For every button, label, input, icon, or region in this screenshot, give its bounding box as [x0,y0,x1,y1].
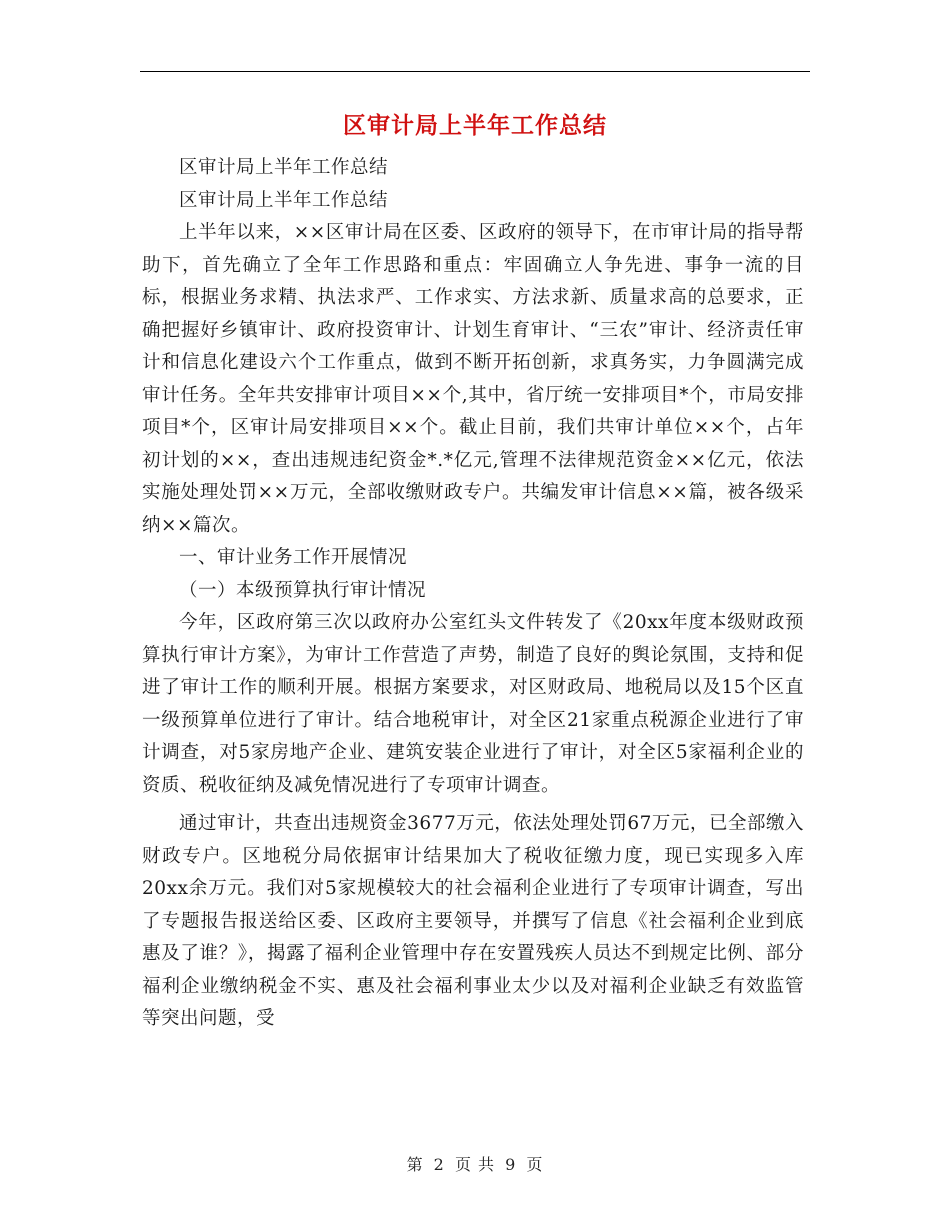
header-rule [140,71,810,72]
body-paragraph: 今年，区政府第三次以政府办公室红头文件转发了《20xx年度本级财政预算执行审计方案》，为审计工作营造了声势，制造了良好的舆论氛围，支持和促进了审计工作的顺利开展。根据方案要求，对区财政局、地税局以及15个区直一级预算单位进行了审计。结合地税审计，对全区21家重点税源企业进行了审计调查，对5家房地产企业、建筑安装企业进行了审计，对全区5家福利企业的资质、税收征纳及减免情况进行了专项审计调查。 [142,612,804,796]
footer-suffix: 页 [526,1155,544,1174]
page-footer [0,1152,950,1175]
document-body [142,152,804,1036]
body-paragraph: 上半年以来，××区审计局在区委、区政府的领导下，在市审计局的指导帮助下，首先确立了全年工作思路和重点：牢固确立人争先进、事争一流的目标，根据业务求精、执法求严、工作求实、方法求新、质量求高的总要求，正确把握好乡镇审计、政府投资审计、计划生育审计、“三农”审计、经济责任审计和信息化建设六个工作重点，做到不断开拓创新，求真务实，力争圆满完成审计任务。全年共安排审计项目××个,其中，省厅统一安排项目*个，市局安排项目*个，区审计局安排项目××个。截止目前，我们共审计单位××个，占年初计划的××，查出违规违纪资金*.*亿元,管理不法律规范资金××亿元，依法实施处理处罚××万元，全部收缴财政专户。共编发审计信息××篇，被各级采纳××篇次。 [142,222,804,536]
footer-total-pages: 9 [505,1155,517,1174]
subsection-heading: （一）本级预算执行审计情况 [179,579,427,601]
footer-current-page: 2 [433,1155,445,1174]
footer-prefix: 第 [406,1155,424,1174]
body-paragraph: 区审计局上半年工作总结 [179,157,389,178]
document-title: 区审计局上半年工作总结 [343,113,607,139]
body-paragraph: 区审计局上半年工作总结 [179,189,389,211]
body-paragraph: 通过审计，共查出违规资金3677万元，依法处理处罚67万元，已全部缴入财政专户。区地税分局依据审计结果加大了税收征缴力度，现已实现多入库20xx余万元。我们对5家规模较大的社会福利企业进行了专项审计调查，写出了专题报告报送给区委、区政府主要领导，并撰写了信息《社会福利企业到底惠及了谁？》，揭露了福利企业管理中存在安置残疾人员达不到规定比例、部分福利企业缴纳税金不实、惠及社会福利事业太少以及对福利企业缺乏有效监管等突出问题，受 [142,813,804,1029]
section-heading: 一、审计业务工作开展情况 [179,547,408,568]
footer-middle: 页 共 [454,1155,496,1174]
